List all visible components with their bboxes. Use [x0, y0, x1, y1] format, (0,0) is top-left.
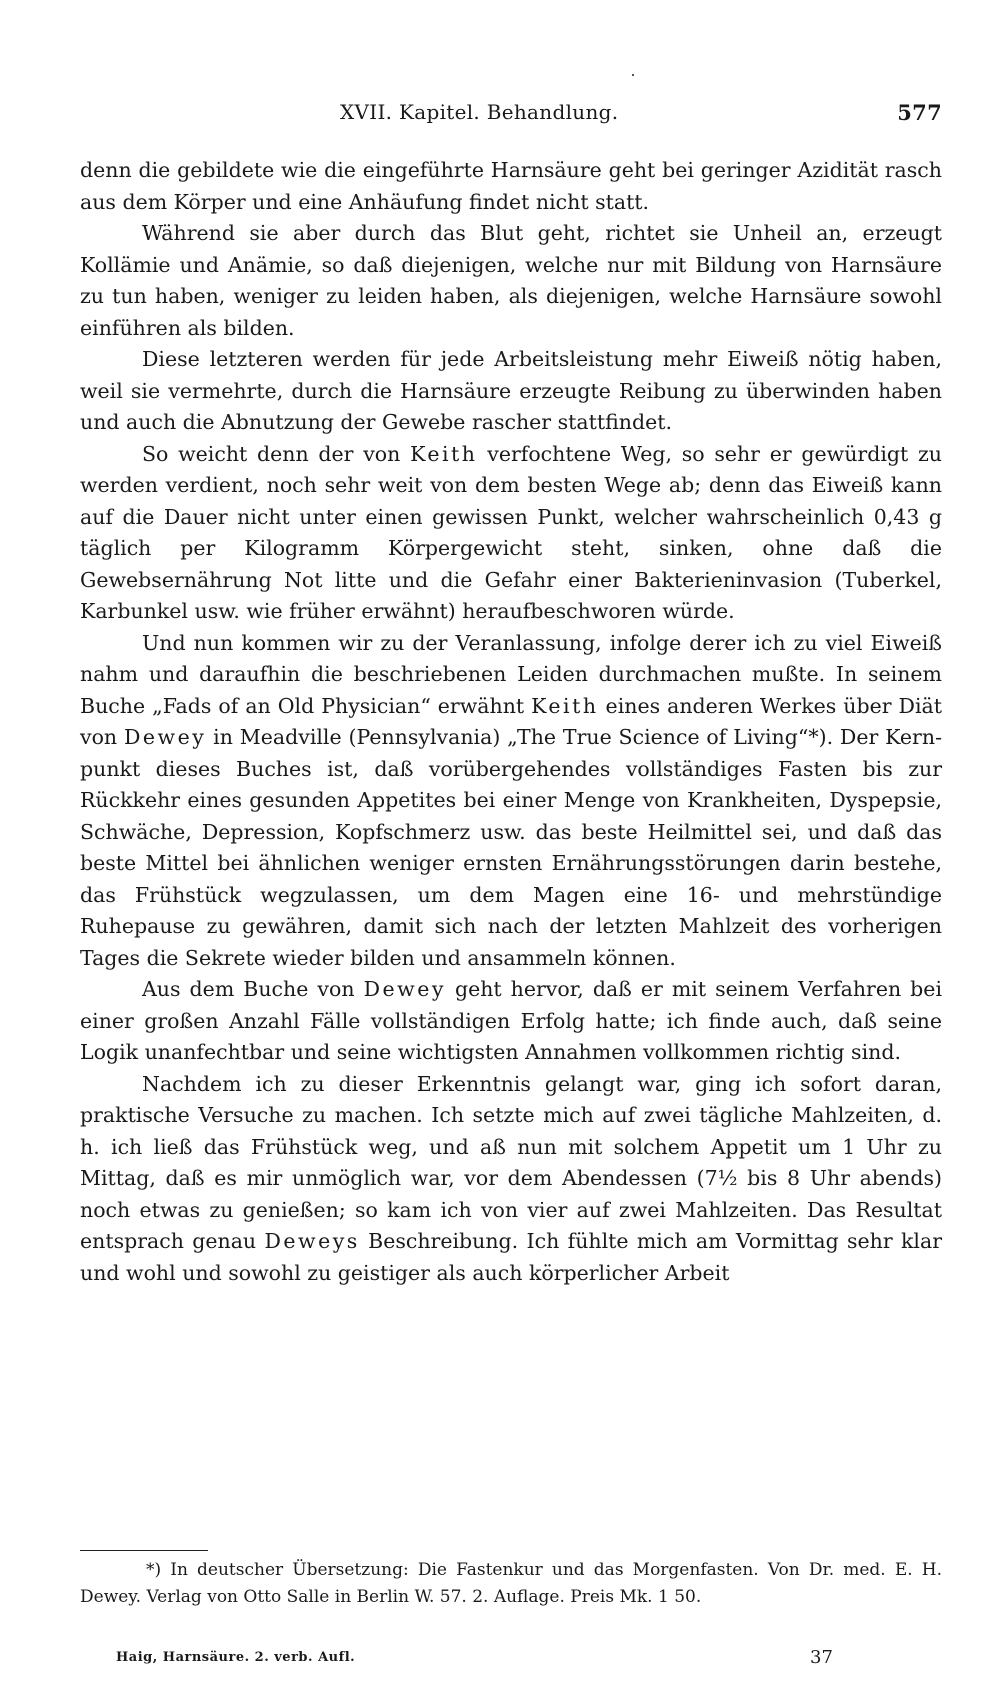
text-segment: eines anderen Werkes über Diät von [80, 693, 943, 749]
text-segment: Nachdem ich zu dieser Erkenntnis gelangt war, ging ich sofort daran, praktische Versuche zu machen. Ich setzte mich auf zwei tägliche Mahlzeiten, d. h. ich ließ das Frühstück weg, und aß nun mit solchem Appetit um 1 Uhr zu Mittag, daß es mir unmöglich war, vor dem Abendessen (7½ bis 8 Uhr abends) noch etwas zu genießen; so kam ich von vier auf zwei Mahlzeiten. Das Resultat entsprach genau [80, 1071, 942, 1253]
spaced-name: Deweys [264, 1229, 360, 1253]
signature-mark: Haig, Harnsäure. 2. verb. Aufl. [116, 1650, 356, 1665]
body-paragraph [80, 344, 942, 439]
text-segment: in Meadville (Pennsylvania) „The True Science of Living“*). Der Kernpunkt dieses Buches ist, daß vorübergehendes vollständiges Fasten bis zur Rückkehr eines gesunden Appetites bei einer Menge von Krankheiten, Dyspepsie, Schwäche, Depression, Kopfschmerz usw. das beste Heilmittel sei, und daß das beste Mittel bei ähnlichen weniger ernsten Ernährungsstörungen darin bestehe, das Frühstück wegzulassen, um dem Magen eine 16- und mehrstündige Ruhepause zu gewähren, damit sich nach der letzten Mahlzeit des vorherigen Tages die Sekrete wieder bilden und ansammeln können. [80, 725, 942, 970]
footnote-divider [80, 1550, 208, 1551]
text-segment: So weicht denn der von [142, 441, 411, 466]
text-segment: Und nun kommen wir zu der Veranlassung, infolge derer ich zu viel Eiweiß nahm und daraufhin die beschriebenen Leiden durchmachen mußte. In seinem Buche „Fads of an Old Physician“ erwähnt [80, 630, 942, 718]
stray-ink-mark [632, 74, 634, 76]
spaced-name: Dewey [123, 725, 207, 749]
text-segment: Beschreibung. Ich fühlte mich am Vormittag sehr klar und wohl und sowohl zu geistiger als auch körperlicher Arbeit [80, 1229, 943, 1285]
text-segment: geht hervor, daß er mit seinem Verfahren bei einer großen Anzahl Fälle vollständigen Erfolg hatte; ich finde auch, daß seine Logik unanfechtbar und seine wichtigsten Annahmen vollkommen richtig sind. [80, 977, 942, 1064]
body-paragraph [80, 1069, 942, 1290]
page-header [80, 100, 942, 130]
body-paragraph [80, 974, 942, 1069]
body-text [80, 155, 942, 1289]
text-segment: Aus dem Buche von [142, 977, 364, 1001]
body-paragraph [80, 155, 942, 218]
text-segment: denn die gebildete wie die eingeführte Harnsäure geht bei geringer Azidität rasch aus dem Körper und eine Anhäufung findet nicht statt. [80, 158, 942, 214]
signature-number: 37 [810, 1647, 833, 1668]
text-segment: verfochtene Weg, so sehr er gewürdigt zu werden verdient, noch sehr weit von dem besten Wege ab; denn das Eiweiß kann auf die Dauer nicht unter einen gewissen Punkt, welcher wahrscheinlich 0,43 g täglich per Kilogramm Körpergewicht steht, sinken, ohne daß die Gewebsernährung Not litte und die Gefahr einer Bakterieninvasion (Tuberkel, Karbunkel usw. wie früher erwähnt) heraufbeschworen würde. [80, 441, 942, 623]
body-paragraph [80, 628, 942, 975]
spaced-name: Dewey [363, 977, 446, 1001]
spaced-name: Keith [531, 693, 599, 718]
body-paragraph [80, 218, 942, 344]
text-segment: Diese letzteren werden für jede Arbeitsleistung mehr Eiweiß nötig haben, weil sie vermehrte, durch die Harnsäure erzeugte Reibung zu überwinden haben und auch die Abnutzung der Gewebe rascher stattfindet. [80, 347, 942, 434]
page-number: 577 [897, 100, 942, 125]
text-segment: Während sie aber durch das Blut geht, richtet sie Unheil an, erzeugt Kollämie und Anämie, so daß diejenigen, welche nur mit Bildung von Harnsäure zu tun haben, weniger zu leiden haben, als diejenigen, welche Harnsäure sowohl einführen als bilden. [80, 221, 942, 340]
spaced-name: Keith [410, 441, 478, 466]
running-title: XVII. Kapitel. Behandlung. [340, 100, 619, 124]
footnote: *) In deutscher Übersetzung: Die Fastenkur und das Morgenfasten. Von Dr. med. E. H. Dewey. Verlag von Otto Salle in Berlin W. 57. 2. Auflage. Preis Mk. 1 50. [80, 1560, 942, 1607]
body-paragraph [80, 439, 942, 628]
printer-signature-line [80, 1647, 942, 1671]
